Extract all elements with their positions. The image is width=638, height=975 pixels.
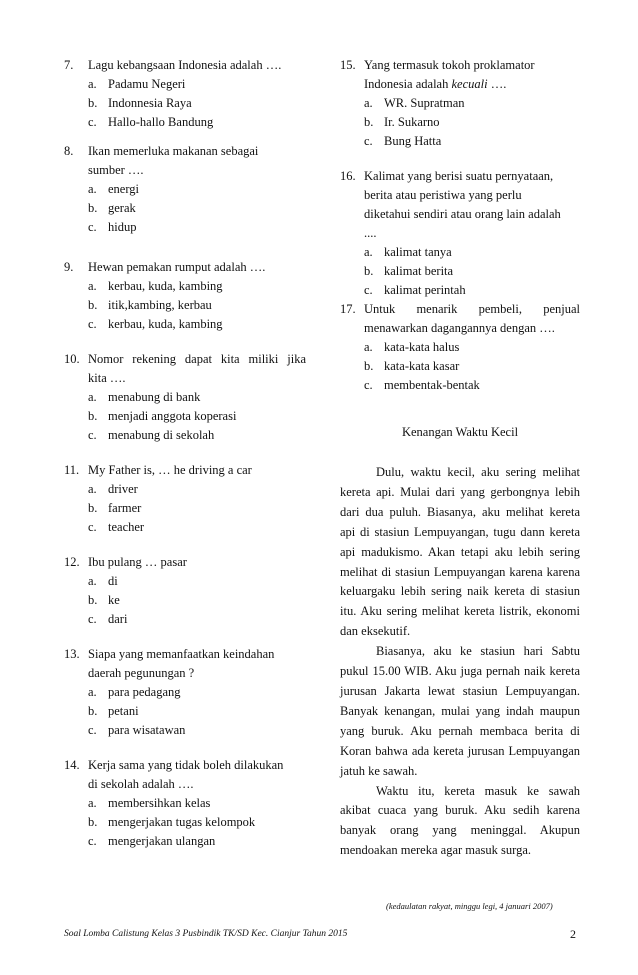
- question-number: 13.: [64, 647, 80, 661]
- question-text: Ibu pulang … pasar: [88, 555, 187, 569]
- option-c: c. para wisatawan: [88, 723, 186, 737]
- question-9: [64, 258, 306, 334]
- option-a: a. kerbau, kuda, kambing: [88, 279, 223, 293]
- option-b: b. menjadi anggota koperasi: [88, 409, 237, 423]
- option-c: c. Bung Hatta: [364, 134, 442, 148]
- question-12: [64, 553, 306, 629]
- question-8: [64, 142, 306, 237]
- question-15: [340, 56, 580, 151]
- option-b: b. itik,kambing, kerbau: [88, 298, 212, 312]
- question-number: 14.: [64, 758, 80, 772]
- question-text: sumber ….: [88, 163, 144, 177]
- question-text: Kerja sama yang tidak boleh dilakukan: [88, 758, 284, 772]
- left-column: [64, 56, 306, 851]
- story-paragraph: Dulu, waktu kecil, aku sering melihat kereta api. Mulai dari yang gerbongnya lebih dari dua puluh. Biasanya, aku melihat kereta api di stasiun Lempuyangan, tugu dann kereta api madukismo. Akan tetapi aku lebih sering melihat di stasiun Lempuyangan karena karena keluargaku lebih sering naik kereta di stasiun itu. Aku sering melihat kereta listrik, ekonomi dan eksekutif.: [340, 465, 580, 639]
- question-text: Indonesia adalah kecuali ….: [364, 77, 507, 91]
- option-b: b. ke: [88, 593, 120, 607]
- option-a: a. kata-kata halus: [364, 340, 460, 354]
- option-c: c. hidup: [88, 220, 137, 234]
- question-16: [340, 167, 580, 300]
- option-c: c. teacher: [88, 520, 145, 534]
- question-text: di sekolah adalah ….: [88, 777, 194, 791]
- question-text: Kalimat yang berisi suatu pernyataan,: [364, 169, 554, 183]
- question-text: Untuk menarik pembeli, penjual: [364, 302, 580, 316]
- question-text: ....: [364, 226, 377, 240]
- question-text: Yang termasuk tokoh proklamator: [364, 58, 535, 72]
- question-7: [64, 56, 306, 132]
- option-b: b. Ir. Sukarno: [364, 115, 440, 129]
- option-b: b. mengerjakan tugas kelompok: [88, 815, 256, 829]
- question-number: 10.: [64, 352, 80, 366]
- question-text: daerah pegunungan ?: [88, 666, 195, 680]
- option-c: c. Hallo-hallo Bandung: [88, 115, 214, 129]
- question-17: [340, 300, 580, 395]
- story-paragraph: Biasanya, aku ke stasiun hari Sabtu pukul 15.00 WIB. Aku juga pernah naik kereta jurusan Jakarta lewat stasiun Lempuyangan. Banyak kenangan, mulai yang indah maupun yang buruk. Aku pernah membaca berita di Koran bahwa ada kereta jurusan Lempuyangan jatuh ke sawah.: [340, 644, 580, 778]
- question-text: menawarkan dagangannya dengan ….: [364, 321, 555, 335]
- question-10: [64, 350, 306, 445]
- option-a: a. kalimat tanya: [364, 245, 452, 259]
- question-text: Nomor rekening dapat kita miliki jika: [88, 352, 306, 366]
- story-source: (kedaulatan rakyat, minggu legi, 4 januari 2007): [386, 901, 553, 911]
- question-number: 16.: [340, 169, 356, 183]
- option-b: b. Indonnesia Raya: [88, 96, 192, 110]
- option-a: a. membersihkan kelas: [88, 796, 211, 810]
- option-c: c. membentak-bentak: [364, 378, 480, 392]
- question-number: 7.: [64, 58, 74, 72]
- option-b: b. kata-kata kasar: [364, 359, 460, 373]
- question-number: 8.: [64, 144, 74, 158]
- story-title: Kenangan Waktu Kecil: [401, 425, 519, 439]
- question-13: [64, 645, 306, 740]
- option-a: a. WR. Supratman: [364, 96, 465, 110]
- question-text: diketahui sendiri atau orang lain adalah: [364, 207, 561, 221]
- option-a: a. menabung di bank: [88, 390, 201, 404]
- option-c: c. kalimat perintah: [364, 283, 466, 297]
- story-paragraph: Waktu itu, kereta masuk ke sawah akibat cuaca yang buruk. Aku sedih karena banyak orang yang meninggal. Akupun mendoakan mereka agar masuk surga.: [340, 783, 580, 858]
- question-text: Lagu kebangsaan Indonesia adalah ….: [88, 58, 282, 72]
- option-c: c. dari: [88, 612, 128, 626]
- question-number: 15.: [340, 58, 356, 72]
- option-b: b. petani: [88, 704, 139, 718]
- question-text: My Father is, … he driving a car: [88, 463, 252, 477]
- page-number: 2: [570, 927, 576, 941]
- option-c: c. mengerjakan ulangan: [88, 834, 216, 848]
- question-number: 12.: [64, 555, 80, 569]
- story-body: [340, 463, 580, 861]
- option-a: a. di: [88, 574, 118, 588]
- option-a: a. para pedagang: [88, 685, 181, 699]
- question-11: [64, 461, 306, 537]
- option-b: b. kalimat berita: [364, 264, 454, 278]
- question-text: Hewan pemakan rumput adalah ….: [88, 260, 266, 274]
- option-a: a. driver: [88, 482, 138, 496]
- question-number: 17.: [340, 302, 356, 316]
- question-14: [64, 756, 306, 851]
- question-text: kita ….: [88, 371, 126, 385]
- option-c: c. menabung di sekolah: [88, 428, 215, 442]
- question-text: Siapa yang memanfaatkan keindahan: [88, 647, 275, 661]
- option-a: a. Padamu Negeri: [88, 77, 186, 91]
- option-c: c. kerbau, kuda, kambing: [88, 317, 223, 331]
- option-b: b. farmer: [88, 501, 142, 515]
- question-text: Ikan memerluka makanan sebagai: [88, 144, 259, 158]
- question-number: 9.: [64, 260, 74, 274]
- option-a: a. energi: [88, 182, 140, 196]
- footer-text: Soal Lomba Calistung Kelas 3 Pusbindik TK/SD Kec. Cianjur Tahun 2015: [64, 929, 348, 939]
- option-b: b. gerak: [88, 201, 136, 215]
- question-text: berita atau peristiwa yang perlu: [364, 188, 522, 202]
- right-column: [340, 56, 580, 861]
- question-number: 11.: [64, 463, 80, 477]
